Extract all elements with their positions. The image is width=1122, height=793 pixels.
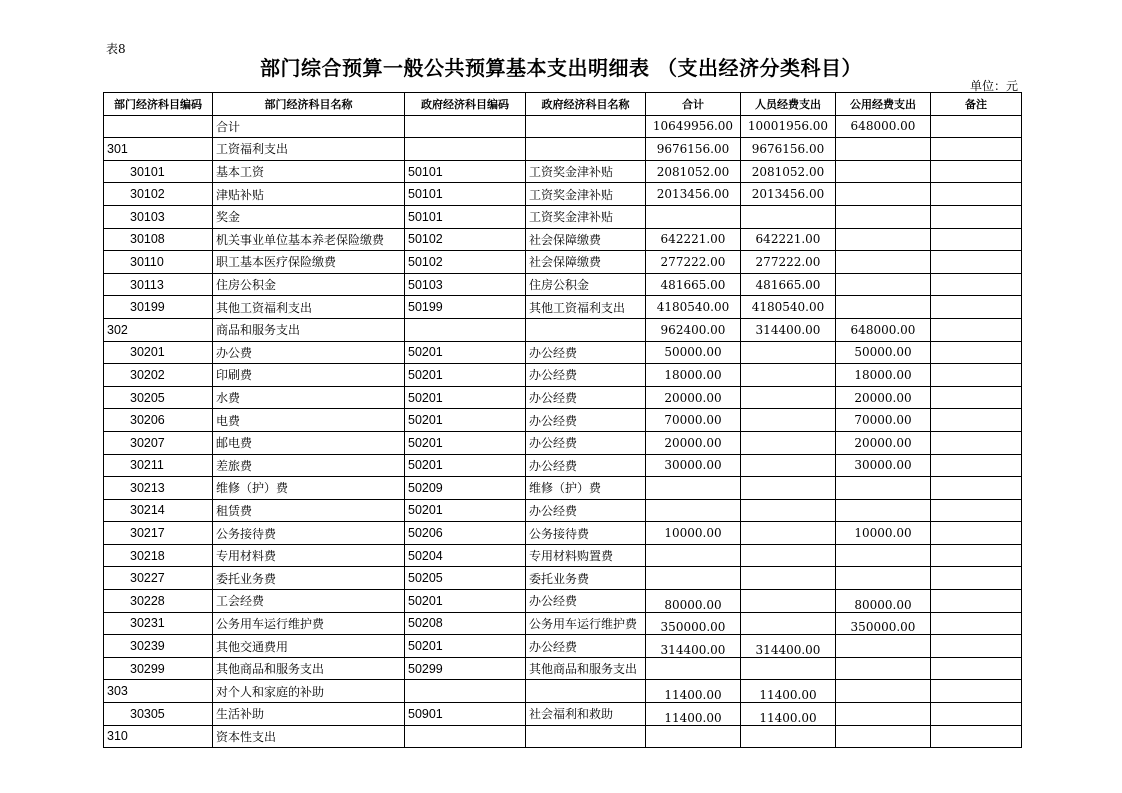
dept-name-cell: 差旅费 bbox=[213, 454, 405, 477]
gov-name-cell: 办公经费 bbox=[526, 341, 646, 364]
personnel-cell bbox=[741, 590, 836, 613]
total-cell: 30000.00 bbox=[646, 454, 741, 477]
note-cell bbox=[931, 499, 1022, 522]
total-cell: 50000.00 bbox=[646, 341, 741, 364]
gov-code-cell: 50201 bbox=[405, 409, 526, 432]
personnel-cell bbox=[741, 386, 836, 409]
dept-name-cell: 办公费 bbox=[213, 341, 405, 364]
gov-name-cell: 社会保障缴费 bbox=[526, 251, 646, 274]
table-row bbox=[104, 590, 1022, 613]
dept-code-cell: 30218 bbox=[104, 544, 213, 567]
note-cell bbox=[931, 657, 1022, 680]
total-cell bbox=[646, 657, 741, 680]
dept-name-cell: 资本性支出 bbox=[213, 725, 405, 748]
dept-name-cell: 商品和服务支出 bbox=[213, 318, 405, 341]
total-cell: 481665.00 bbox=[646, 273, 741, 296]
table-row bbox=[104, 522, 1022, 545]
gov-name-cell: 工资奖金津补贴 bbox=[526, 160, 646, 183]
gov-name-cell: 办公经费 bbox=[526, 499, 646, 522]
table-row bbox=[104, 657, 1022, 680]
note-cell bbox=[931, 612, 1022, 635]
dept-code-cell: 30227 bbox=[104, 567, 213, 590]
table-row bbox=[104, 499, 1022, 522]
dept-code-cell: 30108 bbox=[104, 228, 213, 251]
dept-code-cell: 30103 bbox=[104, 205, 213, 228]
public-cell: 10000.00 bbox=[836, 522, 931, 545]
table-row bbox=[104, 386, 1022, 409]
table-row bbox=[104, 160, 1022, 183]
note-cell bbox=[931, 544, 1022, 567]
dept-code-cell: 30205 bbox=[104, 386, 213, 409]
dept-code-cell: 301 bbox=[104, 138, 213, 161]
gov-name-cell: 社会福利和救助 bbox=[526, 703, 646, 726]
header-public: 公用经费支出 bbox=[836, 93, 931, 116]
dept-name-cell: 专用材料费 bbox=[213, 544, 405, 567]
public-cell bbox=[836, 680, 931, 703]
public-cell: 648000.00 bbox=[836, 115, 931, 138]
dept-name-cell: 职工基本医疗保险缴费 bbox=[213, 251, 405, 274]
dept-code-cell: 30231 bbox=[104, 612, 213, 635]
dept-name-cell: 印刷费 bbox=[213, 364, 405, 387]
gov-name-cell: 社会保障缴费 bbox=[526, 228, 646, 251]
total-cell: 18000.00 bbox=[646, 364, 741, 387]
total-cell: 350000.00 bbox=[646, 612, 741, 635]
gov-code-cell bbox=[405, 115, 526, 138]
total-cell bbox=[646, 499, 741, 522]
gov-name-cell: 其他工资福利支出 bbox=[526, 296, 646, 319]
total-cell: 11400.00 bbox=[646, 680, 741, 703]
gov-code-cell: 50205 bbox=[405, 567, 526, 590]
gov-name-cell bbox=[526, 680, 646, 703]
gov-code-cell: 50103 bbox=[405, 273, 526, 296]
total-cell: 4180540.00 bbox=[646, 296, 741, 319]
personnel-cell bbox=[741, 567, 836, 590]
note-cell bbox=[931, 251, 1022, 274]
note-cell bbox=[931, 296, 1022, 319]
personnel-cell bbox=[741, 725, 836, 748]
dept-name-cell: 其他商品和服务支出 bbox=[213, 657, 405, 680]
dept-code-cell: 30202 bbox=[104, 364, 213, 387]
gov-name-cell bbox=[526, 725, 646, 748]
gov-code-cell bbox=[405, 138, 526, 161]
dept-name-cell: 其他工资福利支出 bbox=[213, 296, 405, 319]
dept-code-cell: 30199 bbox=[104, 296, 213, 319]
note-cell bbox=[931, 567, 1022, 590]
dept-code-cell: 30305 bbox=[104, 703, 213, 726]
table-row bbox=[104, 364, 1022, 387]
dept-code-cell: 30113 bbox=[104, 273, 213, 296]
public-cell: 18000.00 bbox=[836, 364, 931, 387]
gov-name-cell bbox=[526, 318, 646, 341]
table-row bbox=[104, 318, 1022, 341]
header-gov-name: 政府经济科目名称 bbox=[526, 93, 646, 116]
table-body bbox=[104, 115, 1022, 748]
personnel-cell bbox=[741, 431, 836, 454]
total-cell: 314400.00 bbox=[646, 635, 741, 658]
dept-name-cell: 公务接待费 bbox=[213, 522, 405, 545]
gov-name-cell: 公务用车运行维护费 bbox=[526, 612, 646, 635]
dept-name-cell: 机关事业单位基本养老保险缴费 bbox=[213, 228, 405, 251]
header-gov-code: 政府经济科目编码 bbox=[405, 93, 526, 116]
total-cell bbox=[646, 567, 741, 590]
total-cell: 70000.00 bbox=[646, 409, 741, 432]
note-cell bbox=[931, 522, 1022, 545]
total-cell: 20000.00 bbox=[646, 431, 741, 454]
gov-code-cell bbox=[405, 680, 526, 703]
table-row bbox=[104, 341, 1022, 364]
table-row bbox=[104, 205, 1022, 228]
dept-code-cell bbox=[104, 115, 213, 138]
public-cell: 20000.00 bbox=[836, 431, 931, 454]
gov-code-cell bbox=[405, 725, 526, 748]
public-cell bbox=[836, 138, 931, 161]
personnel-cell: 314400.00 bbox=[741, 318, 836, 341]
header-note: 备注 bbox=[931, 93, 1022, 116]
total-cell: 10649956.00 bbox=[646, 115, 741, 138]
dept-code-cell: 30201 bbox=[104, 341, 213, 364]
gov-code-cell: 50101 bbox=[405, 205, 526, 228]
dept-code-cell: 30207 bbox=[104, 431, 213, 454]
note-cell bbox=[931, 273, 1022, 296]
dept-code-cell: 30211 bbox=[104, 454, 213, 477]
note-cell bbox=[931, 409, 1022, 432]
note-cell bbox=[931, 386, 1022, 409]
gov-name-cell bbox=[526, 138, 646, 161]
dept-code-cell: 30228 bbox=[104, 590, 213, 613]
dept-name-cell: 委托业务费 bbox=[213, 567, 405, 590]
dept-code-cell: 30299 bbox=[104, 657, 213, 680]
note-cell bbox=[931, 635, 1022, 658]
dept-name-cell: 维修（护）费 bbox=[213, 477, 405, 500]
personnel-cell bbox=[741, 341, 836, 364]
header-total: 合计 bbox=[646, 93, 741, 116]
gov-name-cell: 办公经费 bbox=[526, 431, 646, 454]
personnel-cell bbox=[741, 409, 836, 432]
total-cell: 2013456.00 bbox=[646, 183, 741, 206]
gov-name-cell bbox=[526, 115, 646, 138]
header-personnel: 人员经费支出 bbox=[741, 93, 836, 116]
personnel-cell: 2013456.00 bbox=[741, 183, 836, 206]
dept-name-cell: 工会经费 bbox=[213, 590, 405, 613]
public-cell bbox=[836, 544, 931, 567]
gov-name-cell: 委托业务费 bbox=[526, 567, 646, 590]
table-row bbox=[104, 431, 1022, 454]
personnel-cell bbox=[741, 454, 836, 477]
dept-name-cell: 租赁费 bbox=[213, 499, 405, 522]
gov-name-cell: 工资奖金津补贴 bbox=[526, 205, 646, 228]
public-cell bbox=[836, 567, 931, 590]
gov-code-cell: 50201 bbox=[405, 386, 526, 409]
dept-name-cell: 奖金 bbox=[213, 205, 405, 228]
gov-name-cell: 办公经费 bbox=[526, 635, 646, 658]
header-dept-code: 部门经济科目编码 bbox=[104, 93, 213, 116]
gov-code-cell: 50206 bbox=[405, 522, 526, 545]
gov-code-cell: 50102 bbox=[405, 251, 526, 274]
total-cell: 80000.00 bbox=[646, 590, 741, 613]
total-cell bbox=[646, 544, 741, 567]
table-row bbox=[104, 138, 1022, 161]
gov-name-cell: 办公经费 bbox=[526, 409, 646, 432]
unit-label: 单位：元 bbox=[969, 79, 1018, 93]
gov-code-cell: 50201 bbox=[405, 499, 526, 522]
dept-name-cell: 其他交通费用 bbox=[213, 635, 405, 658]
public-cell bbox=[836, 273, 931, 296]
gov-name-cell: 办公经费 bbox=[526, 386, 646, 409]
personnel-cell: 9676156.00 bbox=[741, 138, 836, 161]
total-cell bbox=[646, 205, 741, 228]
gov-code-cell: 50201 bbox=[405, 364, 526, 387]
note-cell bbox=[931, 477, 1022, 500]
total-cell: 10000.00 bbox=[646, 522, 741, 545]
personnel-cell: 11400.00 bbox=[741, 680, 836, 703]
public-cell bbox=[836, 251, 931, 274]
note-cell bbox=[931, 160, 1022, 183]
public-cell: 30000.00 bbox=[836, 454, 931, 477]
table-row bbox=[104, 454, 1022, 477]
dept-code-cell: 30213 bbox=[104, 477, 213, 500]
gov-name-cell: 办公经费 bbox=[526, 454, 646, 477]
dept-name-cell: 津贴补贴 bbox=[213, 183, 405, 206]
table-row bbox=[104, 680, 1022, 703]
gov-name-cell: 办公经费 bbox=[526, 364, 646, 387]
dept-code-cell: 30206 bbox=[104, 409, 213, 432]
table-number-label: 表8 bbox=[106, 42, 126, 56]
table-row bbox=[104, 567, 1022, 590]
table-row bbox=[104, 544, 1022, 567]
dept-code-cell: 30110 bbox=[104, 251, 213, 274]
total-cell: 642221.00 bbox=[646, 228, 741, 251]
table-row bbox=[104, 703, 1022, 726]
gov-code-cell: 50102 bbox=[405, 228, 526, 251]
table-row bbox=[104, 115, 1022, 138]
dept-name-cell: 基本工资 bbox=[213, 160, 405, 183]
personnel-cell bbox=[741, 364, 836, 387]
note-cell bbox=[931, 115, 1022, 138]
total-cell bbox=[646, 477, 741, 500]
note-cell bbox=[931, 364, 1022, 387]
gov-code-cell: 50204 bbox=[405, 544, 526, 567]
budget-detail-table bbox=[103, 92, 1022, 748]
gov-name-cell: 住房公积金 bbox=[526, 273, 646, 296]
note-cell bbox=[931, 205, 1022, 228]
personnel-cell: 4180540.00 bbox=[741, 296, 836, 319]
dept-code-cell: 302 bbox=[104, 318, 213, 341]
table-row bbox=[104, 612, 1022, 635]
dept-name-cell: 邮电费 bbox=[213, 431, 405, 454]
table-row bbox=[104, 477, 1022, 500]
personnel-cell: 481665.00 bbox=[741, 273, 836, 296]
gov-name-cell: 其他商品和服务支出 bbox=[526, 657, 646, 680]
public-cell bbox=[836, 205, 931, 228]
gov-code-cell: 50101 bbox=[405, 160, 526, 183]
gov-name-cell: 维修（护）费 bbox=[526, 477, 646, 500]
public-cell bbox=[836, 160, 931, 183]
dept-name-cell: 住房公积金 bbox=[213, 273, 405, 296]
gov-code-cell: 50201 bbox=[405, 454, 526, 477]
dept-name-cell: 水费 bbox=[213, 386, 405, 409]
personnel-cell bbox=[741, 205, 836, 228]
dept-code-cell: 30217 bbox=[104, 522, 213, 545]
public-cell bbox=[836, 228, 931, 251]
dept-name-cell: 生活补助 bbox=[213, 703, 405, 726]
dept-name-cell: 电费 bbox=[213, 409, 405, 432]
dept-name-cell: 公务用车运行维护费 bbox=[213, 612, 405, 635]
table-row bbox=[104, 725, 1022, 748]
personnel-cell bbox=[741, 477, 836, 500]
table-header-row bbox=[104, 93, 1022, 116]
public-cell bbox=[836, 183, 931, 206]
personnel-cell: 314400.00 bbox=[741, 635, 836, 658]
dept-code-cell: 30239 bbox=[104, 635, 213, 658]
table-row bbox=[104, 228, 1022, 251]
table-row bbox=[104, 251, 1022, 274]
gov-code-cell: 50208 bbox=[405, 612, 526, 635]
note-cell bbox=[931, 138, 1022, 161]
personnel-cell bbox=[741, 544, 836, 567]
note-cell bbox=[931, 431, 1022, 454]
gov-code-cell: 50201 bbox=[405, 341, 526, 364]
personnel-cell bbox=[741, 499, 836, 522]
note-cell bbox=[931, 318, 1022, 341]
total-cell: 277222.00 bbox=[646, 251, 741, 274]
gov-code-cell bbox=[405, 318, 526, 341]
dept-name-cell: 工资福利支出 bbox=[213, 138, 405, 161]
table-row bbox=[104, 273, 1022, 296]
page-title: 部门综合预算一般公共预算基本支出明细表 （支出经济分类科目） bbox=[260, 56, 862, 80]
dept-code-cell: 303 bbox=[104, 680, 213, 703]
table-row bbox=[104, 635, 1022, 658]
gov-code-cell: 50201 bbox=[405, 590, 526, 613]
public-cell: 70000.00 bbox=[836, 409, 931, 432]
table-row bbox=[104, 296, 1022, 319]
personnel-cell bbox=[741, 522, 836, 545]
public-cell: 50000.00 bbox=[836, 341, 931, 364]
gov-code-cell: 50299 bbox=[405, 657, 526, 680]
total-cell: 9676156.00 bbox=[646, 138, 741, 161]
public-cell bbox=[836, 657, 931, 680]
gov-code-cell: 50201 bbox=[405, 635, 526, 658]
gov-code-cell: 50201 bbox=[405, 431, 526, 454]
dept-code-cell: 30101 bbox=[104, 160, 213, 183]
public-cell bbox=[836, 703, 931, 726]
gov-code-cell: 50101 bbox=[405, 183, 526, 206]
total-cell: 20000.00 bbox=[646, 386, 741, 409]
public-cell: 80000.00 bbox=[836, 590, 931, 613]
dept-code-cell: 30214 bbox=[104, 499, 213, 522]
note-cell bbox=[931, 703, 1022, 726]
gov-name-cell: 专用材料购置费 bbox=[526, 544, 646, 567]
note-cell bbox=[931, 183, 1022, 206]
gov-code-cell: 50901 bbox=[405, 703, 526, 726]
public-cell: 350000.00 bbox=[836, 612, 931, 635]
total-cell bbox=[646, 725, 741, 748]
gov-code-cell: 50209 bbox=[405, 477, 526, 500]
note-cell bbox=[931, 454, 1022, 477]
gov-code-cell: 50199 bbox=[405, 296, 526, 319]
personnel-cell bbox=[741, 657, 836, 680]
public-cell bbox=[836, 477, 931, 500]
note-cell bbox=[931, 590, 1022, 613]
table-row bbox=[104, 409, 1022, 432]
total-cell: 962400.00 bbox=[646, 318, 741, 341]
note-cell bbox=[931, 341, 1022, 364]
personnel-cell bbox=[741, 612, 836, 635]
gov-name-cell: 办公经费 bbox=[526, 590, 646, 613]
note-cell bbox=[931, 725, 1022, 748]
gov-name-cell: 工资奖金津补贴 bbox=[526, 183, 646, 206]
public-cell: 648000.00 bbox=[836, 318, 931, 341]
header-dept-name: 部门经济科目名称 bbox=[213, 93, 405, 116]
personnel-cell: 10001956.00 bbox=[741, 115, 836, 138]
public-cell bbox=[836, 296, 931, 319]
gov-name-cell: 公务接待费 bbox=[526, 522, 646, 545]
table-row bbox=[104, 183, 1022, 206]
dept-code-cell: 30102 bbox=[104, 183, 213, 206]
public-cell bbox=[836, 499, 931, 522]
dept-code-cell: 310 bbox=[104, 725, 213, 748]
total-cell: 2081052.00 bbox=[646, 160, 741, 183]
dept-name-cell: 合计 bbox=[213, 115, 405, 138]
total-cell: 11400.00 bbox=[646, 703, 741, 726]
personnel-cell: 642221.00 bbox=[741, 228, 836, 251]
note-cell bbox=[931, 228, 1022, 251]
note-cell bbox=[931, 680, 1022, 703]
public-cell: 20000.00 bbox=[836, 386, 931, 409]
personnel-cell: 277222.00 bbox=[741, 251, 836, 274]
personnel-cell: 11400.00 bbox=[741, 703, 836, 726]
public-cell bbox=[836, 635, 931, 658]
dept-name-cell: 对个人和家庭的补助 bbox=[213, 680, 405, 703]
personnel-cell: 2081052.00 bbox=[741, 160, 836, 183]
public-cell bbox=[836, 725, 931, 748]
